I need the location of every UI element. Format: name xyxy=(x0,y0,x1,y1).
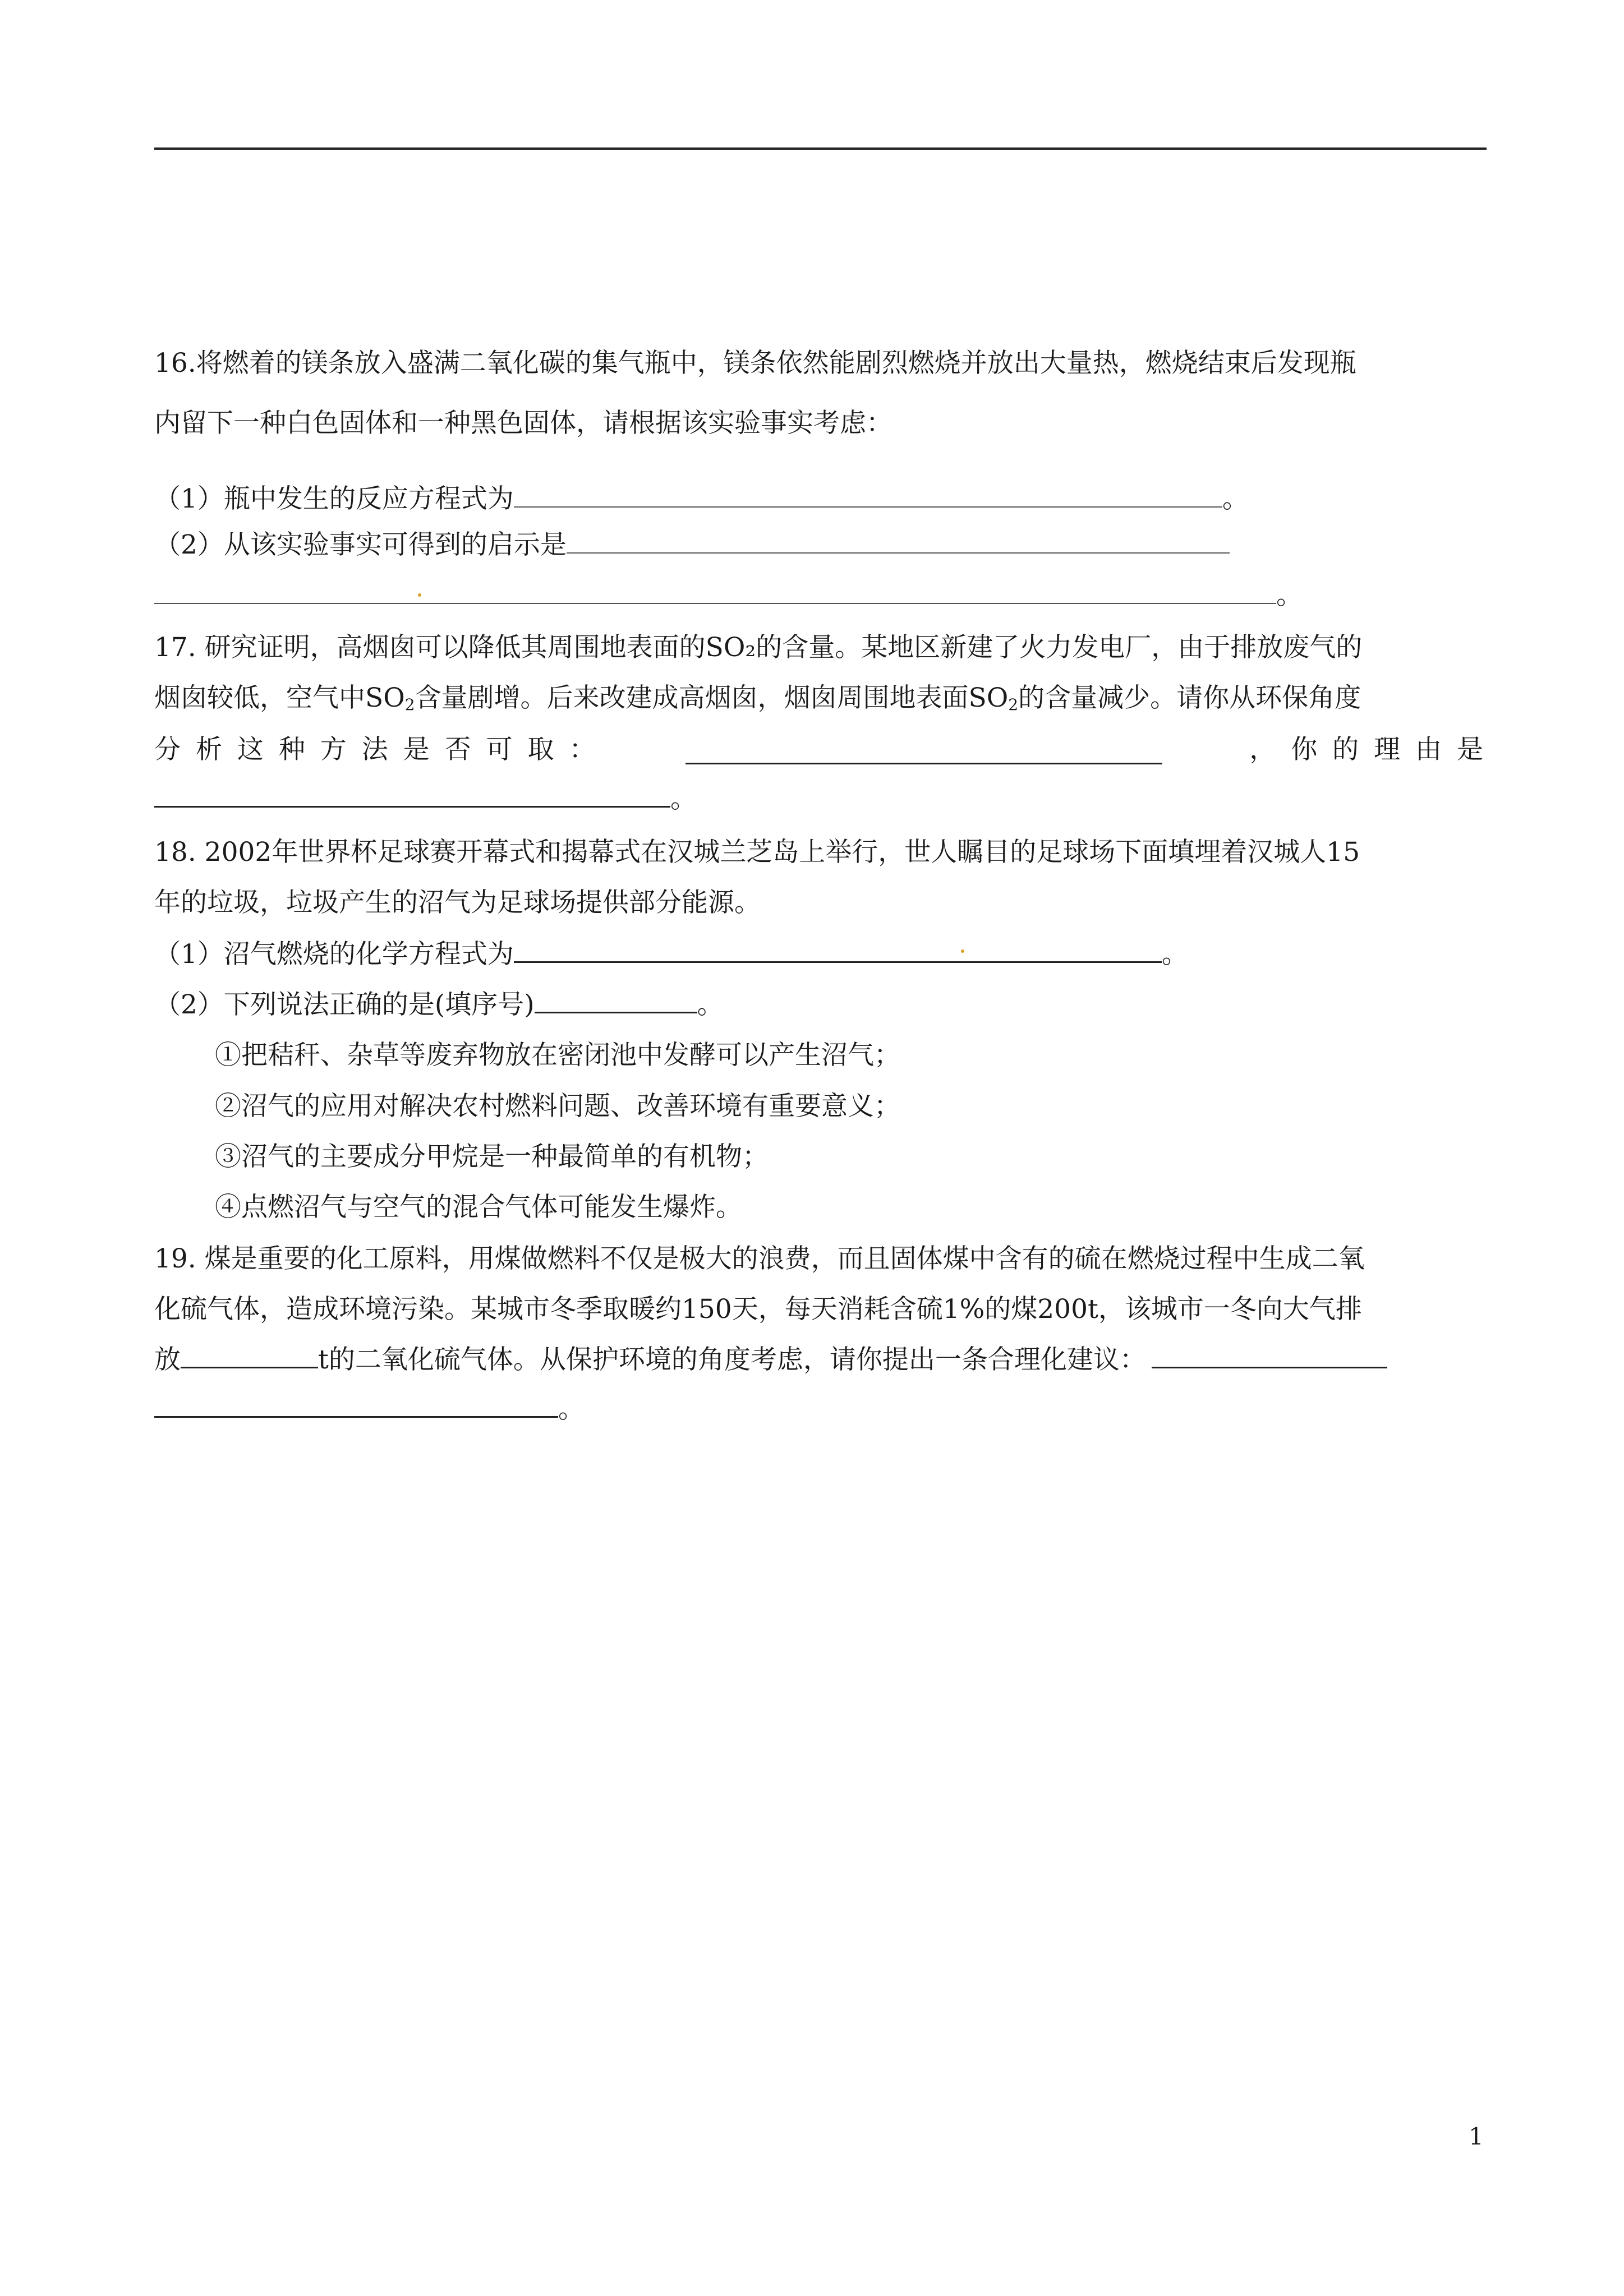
q19-amount-answer-blank[interactable] xyxy=(181,1340,318,1368)
q17-stem-line1: 17. 研究证明，高烟囱可以降低其周围地表面的SO₂的含量。某地区新建了火力发电厂，由于排放废气的 xyxy=(154,632,1363,663)
q19-line3-part-b: t的二氧化硫气体。从保护环境的角度考虑，请你提出一条合理化建议： xyxy=(318,1344,1146,1375)
q18-stem-line2: 年的垃圾，垃圾产生的沼气为足球场提供部分能源。 xyxy=(154,887,761,918)
scan-speck xyxy=(961,949,964,953)
q18-sub2-answer-blank[interactable] xyxy=(535,985,697,1013)
q17-reason-prompt: ， 你 的 理 由 是 xyxy=(1249,734,1487,765)
q16-sub2-text: （2）从该实验事实可得到的启示是 xyxy=(154,529,567,560)
q18-option-4: ④点燃沼气与空气的混合气体可能发生爆炸。 xyxy=(215,1192,742,1223)
q19-suggestion-line xyxy=(154,1384,1487,1435)
q16-stem-line1: 16.将燃着的镁条放入盛满二氧化碳的集气瓶中，镁条依然能剧烈燃烧并放出大量热，燃烧结束后发现瓶 xyxy=(154,348,1356,379)
q18-option-2: ②沼气的应用对解决农村燃料问题、改善环境有重要意义； xyxy=(215,1091,900,1122)
q16-subquestion-2 xyxy=(154,520,1487,570)
q17-end: 。 xyxy=(670,783,697,814)
q16-sub2-end: 。 xyxy=(1276,580,1303,611)
q18-sub1-text: （1）沼气燃烧的化学方程式为 xyxy=(154,939,514,970)
q16-subquestion-1 xyxy=(154,474,1487,524)
q19-end: 。 xyxy=(558,1394,585,1424)
scan-speck xyxy=(418,593,421,597)
q16-sub1-answer-blank[interactable] xyxy=(514,480,1222,508)
q19-stem-line3 xyxy=(154,1335,1487,1385)
q18-subquestion-2 xyxy=(154,980,1487,1030)
q17-so2-subscript-2: 2 xyxy=(1008,695,1019,714)
q18-option-1: ①把秸秆、杂草等废弃物放在密闭池中发酵可以产生沼气； xyxy=(215,1040,900,1071)
q18-sub1-end: 。 xyxy=(1161,939,1188,970)
q19-suggestion-answer-blank[interactable] xyxy=(1152,1340,1387,1368)
q19-stem-line2: 化硫气体，造成环境污染。某城市冬季取暖约150天，每天消耗含硫1%的煤200t，该城市一冬向大气排 xyxy=(154,1294,1362,1325)
q17-feasibility-answer-blank[interactable] xyxy=(686,736,1162,764)
q17-stem-line2 xyxy=(154,673,1487,723)
q19-suggestion-answer-blank-cont[interactable] xyxy=(154,1389,558,1418)
q19-line3-part-a: 放 xyxy=(154,1344,181,1375)
q16-sub1-end: 。 xyxy=(1222,483,1249,514)
q17-line2-part-b: 含量剧增。后来改建成高烟囱，烟囱周围地表面SO xyxy=(415,683,1009,713)
q17-reason-answer-blank[interactable] xyxy=(154,779,670,808)
q17-feasibility-prompt: 分 析 这 种 方 法 是 否 可 取 ： xyxy=(154,734,599,765)
q16-sub2-answer-blank-cont[interactable] xyxy=(154,576,1276,604)
q18-option-3: ③沼气的主要成分甲烷是一种最简单的有机物； xyxy=(215,1141,769,1172)
q18-sub1-answer-blank[interactable] xyxy=(514,934,1162,963)
header-rule xyxy=(154,147,1487,150)
q16-sub1-text: （1）瓶中发生的反应方程式为 xyxy=(154,483,514,514)
q17-reason-line xyxy=(154,774,1487,824)
q16-stem-line2: 内留下一种白色固体和一种黑色固体，请根据该实验事实考虑： xyxy=(154,408,892,439)
q18-subquestion-1 xyxy=(154,929,1487,980)
q17-line2-part-c: 的含量减少。请你从环保角度 xyxy=(1018,683,1361,713)
q18-sub2-text: （2）下列说法正确的是(填序号) xyxy=(154,989,535,1020)
q16-sub2-answer-blank[interactable] xyxy=(567,525,1230,554)
q17-so2-subscript: 2 xyxy=(404,695,415,714)
q18-sub2-end: 。 xyxy=(697,989,724,1020)
q18-stem-line1: 18. 2002年世界杯足球赛开幕式和揭幕式在汉城兰芝岛上举行，世人瞩目的足球场下面填埋着汉城人15 xyxy=(154,837,1360,868)
page-number: 1 xyxy=(1469,2123,1484,2150)
q17-stem-line3 xyxy=(154,725,1487,775)
q17-line2-part-a: 烟囱较低，空气中SO xyxy=(154,683,405,713)
q16-sub2-continuation xyxy=(154,570,1487,621)
q19-stem-line1: 19. 煤是重要的化工原料，用煤做燃料不仅是极大的浪费，而且固体煤中含有的硫在燃烧过程中生成二氧 xyxy=(154,1243,1365,1274)
